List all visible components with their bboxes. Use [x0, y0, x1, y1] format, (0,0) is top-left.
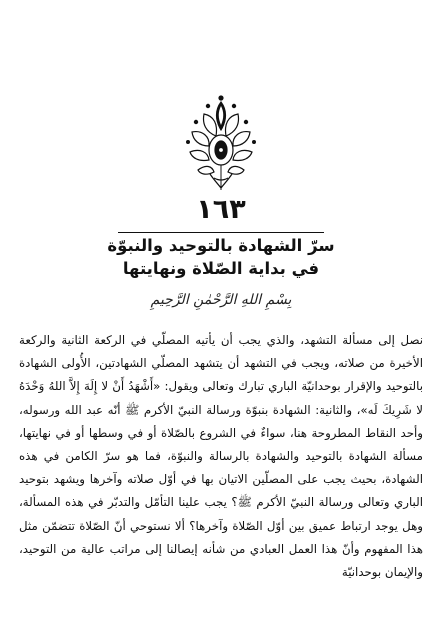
floral-ornament-icon — [184, 92, 258, 192]
body-text — [19, 329, 423, 584]
chapter-number: ١٦٣ — [196, 194, 246, 225]
body-paragraph: نصل إلى مسألة التشهد، والذي يجب أن يأتيه المصلّي في الركعة الثانية والركعة الأخيرة من صلاته، ويجب في التشهد أن يتشهد المصلّي الشهادتين، الأُولى الشهادة بالتوحيد والإقرار بوحدانيّة الباري تبارك وتعالى ويقول: «أَشْهَدُ أَنْ لا إِلَهَ إِلاَّ اللهُ وَحْدَهُ لا شَرِيكَ لَه»، والثانية: الشهادة بنبوّة ورسالة النبيّ الأكرم ﷺ أنّه عبد الله ورسوله، وأحد النقاط المطروحة هنا، سواءٌ في الشروع بالصّلاة أو في وسطها أو في نهايتها، مسألة الشهادة بالتوحيد والشهادة بالرسالة والنبوّة، فما هو سرّ الكامن في هذه الشهادة، بحيث يجب على المصلّين الاتيان بها في أوّل صلاته وآخرها ويشهد بتوحيد الباري وتعالى ورسالة النبيّ الأكرم ﷺ؟ يجب علينا التأمّل والتدبّر في هذه المسألة، وهل يوجد ارتباط عميق بين أوّل الصّلاة وآخرها؟ ألا نستوحي أنّ الصّلاة تتضمّن مثل هذا المفهوم وأنّ هذا العمل العبادي من شأنه إيصالنا إلى مراتب عالية من التوحيد، والإيمان بوحدانيّة — [19, 333, 423, 580]
title-divider — [118, 232, 324, 233]
chapter-title-line-2: في بداية الصّلاة ونهايتها — [122, 259, 320, 278]
basmala-calligraphy: بِسْمِ اللهِ الرَّحْمٰنِ الرَّحِيمِ — [150, 292, 292, 308]
chapter-title-line-1: سرّ الشهادة بالتوحيد والنبوّة — [107, 236, 335, 255]
